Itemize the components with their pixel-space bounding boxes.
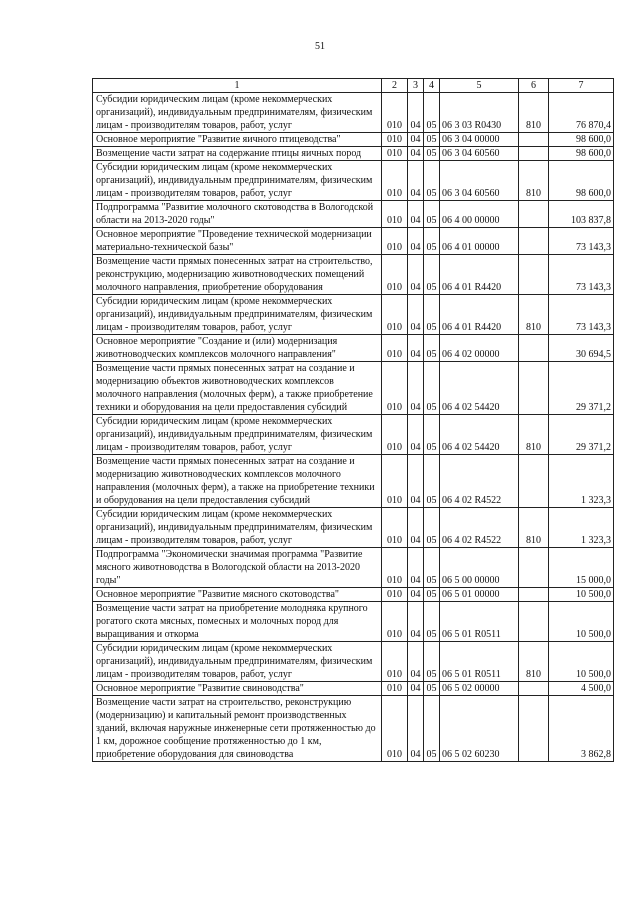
row-name-cell: Возмещение части прямых понесенных затрат на создание и модернизацию объектов животноводческих комплексов молочного направления (молочных ферм), а также приобретение техники и оборудования на цели предоставления субсидий: [93, 362, 382, 415]
section-code-cell: 04: [408, 642, 424, 682]
amount-cell: 73 143,3: [549, 255, 614, 295]
row-name-cell: Основное мероприятие "Развитие яичного птицеводства": [93, 133, 382, 147]
ministry-code-cell: 010: [382, 508, 408, 548]
column-number: 5: [440, 79, 519, 93]
table-row: [93, 201, 614, 228]
amount-cell: 98 600,0: [549, 161, 614, 201]
ministry-code-cell: 010: [382, 696, 408, 762]
ministry-code-cell: 010: [382, 588, 408, 602]
target-article-cell: 06 5 02 60230: [440, 696, 519, 762]
section-code-cell: 04: [408, 133, 424, 147]
column-number: 6: [519, 79, 549, 93]
row-name-cell: Основное мероприятие "Проведение технической модернизации материально-технической базы": [93, 228, 382, 255]
subsection-code-cell: 05: [424, 642, 440, 682]
target-article-cell: 06 5 01 R0511: [440, 602, 519, 642]
ministry-code-cell: 010: [382, 548, 408, 588]
target-article-cell: 06 3 03 R0430: [440, 93, 519, 133]
subsection-code-cell: 05: [424, 201, 440, 228]
expense-type-cell: [519, 335, 549, 362]
ministry-code-cell: 010: [382, 201, 408, 228]
page-number: 51: [315, 41, 325, 52]
row-name-cell: Подпрограмма "Экономически значимая программа "Развитие мясного животноводства в Вологодской области на 2013-2020 годы": [93, 548, 382, 588]
subsection-code-cell: 05: [424, 508, 440, 548]
table-row: [93, 415, 614, 455]
row-name-cell: Возмещение части прямых понесенных затрат на строительство, реконструкцию, модернизацию животноводческих помещений молочного направления, приобретение оборудования: [93, 255, 382, 295]
row-name-cell: Возмещение части затрат на приобретение молодняка крупного рогатого скота мясных, помесных и молочных пород для выращивания и откорма: [93, 602, 382, 642]
ministry-code-cell: 010: [382, 228, 408, 255]
section-code-cell: 04: [408, 455, 424, 508]
amount-cell: 15 000,0: [549, 548, 614, 588]
expense-type-cell: 810: [519, 295, 549, 335]
row-name-cell: Субсидии юридическим лицам (кроме некоммерческих организаций), индивидуальным предпринимателям, физическим лицам - производителям товаров, работ, услуг: [93, 295, 382, 335]
table-row: [93, 588, 614, 602]
amount-cell: 1 323,3: [549, 508, 614, 548]
expense-type-cell: [519, 602, 549, 642]
expense-type-cell: [519, 682, 549, 696]
amount-cell: 76 870,4: [549, 93, 614, 133]
target-article-cell: 06 4 00 00000: [440, 201, 519, 228]
section-code-cell: 04: [408, 602, 424, 642]
row-name-cell: Основное мероприятие "Развитие свиноводства": [93, 682, 382, 696]
section-code-cell: 04: [408, 508, 424, 548]
section-code-cell: 04: [408, 161, 424, 201]
expense-type-cell: [519, 362, 549, 415]
section-code-cell: 04: [408, 696, 424, 762]
target-article-cell: 06 3 04 60560: [440, 147, 519, 161]
target-article-cell: 06 4 02 R4522: [440, 508, 519, 548]
amount-cell: 3 862,8: [549, 696, 614, 762]
subsection-code-cell: 05: [424, 133, 440, 147]
section-code-cell: 04: [408, 228, 424, 255]
amount-cell: 1 323,3: [549, 455, 614, 508]
amount-cell: 4 500,0: [549, 682, 614, 696]
budget-table: [92, 78, 614, 762]
table-row: [93, 335, 614, 362]
table-row: [93, 362, 614, 415]
table-row: [93, 147, 614, 161]
table-row: [93, 255, 614, 295]
amount-cell: 29 371,2: [549, 415, 614, 455]
ministry-code-cell: 010: [382, 602, 408, 642]
expense-type-cell: [519, 228, 549, 255]
target-article-cell: 06 3 04 60560: [440, 161, 519, 201]
table-row: [93, 682, 614, 696]
subsection-code-cell: 05: [424, 161, 440, 201]
section-code-cell: 04: [408, 295, 424, 335]
section-code-cell: 04: [408, 588, 424, 602]
row-name-cell: Субсидии юридическим лицам (кроме некоммерческих организаций), индивидуальным предпринимателям, физическим лицам - производителям товаров, работ, услуг: [93, 508, 382, 548]
subsection-code-cell: 05: [424, 335, 440, 362]
section-code-cell: 04: [408, 201, 424, 228]
ministry-code-cell: 010: [382, 161, 408, 201]
table-row: [93, 228, 614, 255]
ministry-code-cell: 010: [382, 415, 408, 455]
expense-type-cell: [519, 548, 549, 588]
table-row: [93, 93, 614, 133]
expense-type-cell: 810: [519, 93, 549, 133]
ministry-code-cell: 010: [382, 362, 408, 415]
section-code-cell: 04: [408, 255, 424, 295]
subsection-code-cell: 05: [424, 548, 440, 588]
target-article-cell: 06 4 02 54420: [440, 415, 519, 455]
ministry-code-cell: 010: [382, 682, 408, 696]
section-code-cell: 04: [408, 548, 424, 588]
amount-cell: 98 600,0: [549, 133, 614, 147]
section-code-cell: 04: [408, 93, 424, 133]
subsection-code-cell: 05: [424, 602, 440, 642]
ministry-code-cell: 010: [382, 255, 408, 295]
amount-cell: 98 600,0: [549, 147, 614, 161]
subsection-code-cell: 05: [424, 295, 440, 335]
expense-type-cell: 810: [519, 161, 549, 201]
subsection-code-cell: 05: [424, 147, 440, 161]
row-name-cell: Субсидии юридическим лицам (кроме некоммерческих организаций), индивидуальным предпринимателям, физическим лицам - производителям товаров, работ, услуг: [93, 642, 382, 682]
amount-cell: 73 143,3: [549, 228, 614, 255]
column-number: 1: [93, 79, 382, 93]
column-number: 7: [549, 79, 614, 93]
row-name-cell: Субсидии юридическим лицам (кроме некоммерческих организаций), индивидуальным предпринимателям, физическим лицам - производителям товаров, работ, услуг: [93, 161, 382, 201]
subsection-code-cell: 05: [424, 682, 440, 696]
table-row: [93, 161, 614, 201]
row-name-cell: Возмещение части затрат на строительство, реконструкцию (модернизацию) и капитальный ремонт производственных зданий, включая наружные инженерные сети протяженностью до 1 км, дорожное сообщение протяженностью до 1 км, приобретение оборудования для свиноводства: [93, 696, 382, 762]
row-name-cell: Подпрограмма "Развитие молочного скотоводства в Вологодской области на 2013-2020 годы": [93, 201, 382, 228]
target-article-cell: 06 4 02 00000: [440, 335, 519, 362]
ministry-code-cell: 010: [382, 335, 408, 362]
ministry-code-cell: 010: [382, 295, 408, 335]
expense-type-cell: 810: [519, 415, 549, 455]
ministry-code-cell: 010: [382, 93, 408, 133]
target-article-cell: 06 4 01 00000: [440, 228, 519, 255]
table-row: [93, 696, 614, 762]
row-name-cell: Основное мероприятие "Создание и (или) модернизация животноводческих комплексов молочного направления": [93, 335, 382, 362]
subsection-code-cell: 05: [424, 415, 440, 455]
target-article-cell: 06 5 00 00000: [440, 548, 519, 588]
column-number: 3: [408, 79, 424, 93]
expense-type-cell: [519, 255, 549, 295]
subsection-code-cell: 05: [424, 255, 440, 295]
row-name-cell: Основное мероприятие "Развитие мясного скотоводства": [93, 588, 382, 602]
target-article-cell: 06 5 01 R0511: [440, 642, 519, 682]
subsection-code-cell: 05: [424, 588, 440, 602]
table-row: [93, 602, 614, 642]
subsection-code-cell: 05: [424, 362, 440, 415]
section-code-cell: 04: [408, 362, 424, 415]
column-number-row: [93, 79, 614, 93]
section-code-cell: 04: [408, 147, 424, 161]
amount-cell: 10 500,0: [549, 588, 614, 602]
expense-type-cell: [519, 588, 549, 602]
row-name-cell: Субсидии юридическим лицам (кроме некоммерческих организаций), индивидуальным предпринимателям, физическим лицам - производителям товаров, работ, услуг: [93, 415, 382, 455]
table-row: [93, 133, 614, 147]
target-article-cell: 06 5 02 00000: [440, 682, 519, 696]
table-row: [93, 295, 614, 335]
target-article-cell: 06 4 02 R4522: [440, 455, 519, 508]
column-number: 4: [424, 79, 440, 93]
table-row: [93, 548, 614, 588]
section-code-cell: 04: [408, 335, 424, 362]
ministry-code-cell: 010: [382, 147, 408, 161]
target-article-cell: 06 4 01 R4420: [440, 255, 519, 295]
amount-cell: 73 143,3: [549, 295, 614, 335]
amount-cell: 30 694,5: [549, 335, 614, 362]
target-article-cell: 06 4 01 R4420: [440, 295, 519, 335]
row-name-cell: Возмещение части затрат на содержание птицы яичных пород: [93, 147, 382, 161]
subsection-code-cell: 05: [424, 455, 440, 508]
row-name-cell: Субсидии юридическим лицам (кроме некоммерческих организаций), индивидуальным предпринимателям, физическим лицам - производителям товаров, работ, услуг: [93, 93, 382, 133]
target-article-cell: 06 5 01 00000: [440, 588, 519, 602]
expense-type-cell: 810: [519, 642, 549, 682]
expense-type-cell: [519, 147, 549, 161]
table-row: [93, 455, 614, 508]
column-number: 2: [382, 79, 408, 93]
ministry-code-cell: 010: [382, 133, 408, 147]
expense-type-cell: [519, 696, 549, 762]
row-name-cell: Возмещение части прямых понесенных затрат на создание и модернизацию животноводческих комплексов молочного направления (молочных ферм), а также на приобретение техники и оборудования на цели предоставления субсидий: [93, 455, 382, 508]
section-code-cell: 04: [408, 415, 424, 455]
amount-cell: 10 500,0: [549, 602, 614, 642]
expense-type-cell: [519, 455, 549, 508]
table-row: [93, 642, 614, 682]
expense-type-cell: [519, 201, 549, 228]
amount-cell: 103 837,8: [549, 201, 614, 228]
target-article-cell: 06 4 02 54420: [440, 362, 519, 415]
expense-type-cell: [519, 133, 549, 147]
ministry-code-cell: 010: [382, 455, 408, 508]
subsection-code-cell: 05: [424, 696, 440, 762]
subsection-code-cell: 05: [424, 228, 440, 255]
amount-cell: 29 371,2: [549, 362, 614, 415]
subsection-code-cell: 05: [424, 93, 440, 133]
table-row: [93, 508, 614, 548]
amount-cell: 10 500,0: [549, 642, 614, 682]
ministry-code-cell: 010: [382, 642, 408, 682]
target-article-cell: 06 3 04 00000: [440, 133, 519, 147]
section-code-cell: 04: [408, 682, 424, 696]
expense-type-cell: 810: [519, 508, 549, 548]
